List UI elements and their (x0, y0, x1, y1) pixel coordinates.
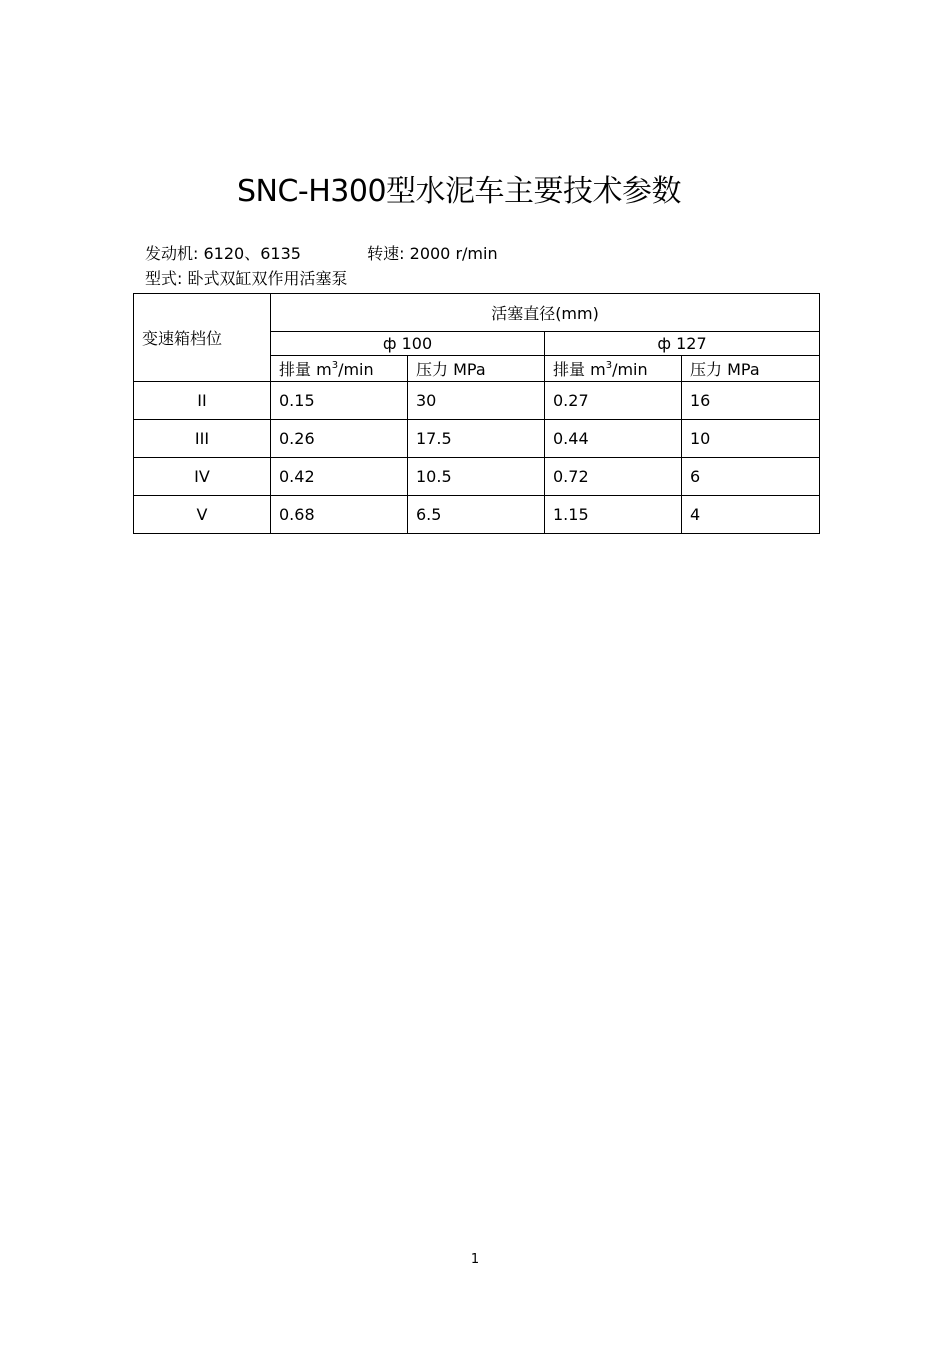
page-number: 1 (470, 1252, 480, 1267)
pressure-cell: 6.5 (408, 496, 545, 534)
spec-table (133, 293, 820, 534)
table-row (134, 382, 820, 420)
table-row (134, 458, 820, 496)
gear-cell: III (134, 420, 271, 458)
pressure-cell: 30 (408, 382, 545, 420)
pump-type-value: 卧式双缸双作用活塞泵 (187, 269, 348, 288)
speed-value: 2000 r/min (409, 244, 498, 263)
pressure-cell: 16 (682, 382, 820, 420)
flow-cell: 0.42 (271, 458, 408, 496)
gear-cell: II (134, 382, 271, 420)
table-row (134, 496, 820, 534)
engine-speed-line (145, 243, 498, 265)
diameter-127-header: ф 127 (545, 332, 820, 356)
pressure-header: 压力 MPa (408, 356, 545, 382)
engine-label: 发动机: (145, 244, 199, 263)
flow-cell: 0.15 (271, 382, 408, 420)
pressure-cell: 4 (682, 496, 820, 534)
piston-diameter-header: 活塞直径(mm) (271, 294, 820, 332)
pressure-header: 压力 MPa (682, 356, 820, 382)
displacement-header: 排量 $m^3/\min$ (545, 356, 682, 382)
flow-cell: 1.15 (545, 496, 682, 534)
pressure-cell: 17.5 (408, 420, 545, 458)
gear-cell: IV (134, 458, 271, 496)
diameter-100-header: ф 100 (271, 332, 545, 356)
engine-value: 6120、6135 (203, 244, 301, 263)
flow-cell: 0.44 (545, 420, 682, 458)
table-row (134, 420, 820, 458)
gear-header: 变速箱档位 (134, 294, 271, 382)
pressure-cell: 10 (682, 420, 820, 458)
gear-cell: V (134, 496, 271, 534)
flow-cell: 0.68 (271, 496, 408, 534)
pressure-cell: 10.5 (408, 458, 545, 496)
displacement-header: 排量 $m^3/\min$ (271, 356, 408, 382)
page-title: SNC-H300型水泥车主要技术参数 (236, 174, 682, 209)
pump-type-label: 型式: (145, 269, 183, 288)
flow-cell: 0.72 (545, 458, 682, 496)
speed-label: 转速: (367, 244, 405, 263)
pressure-cell: 6 (682, 458, 820, 496)
pump-type-line (145, 268, 348, 290)
flow-cell: 0.26 (271, 420, 408, 458)
flow-cell: 0.27 (545, 382, 682, 420)
